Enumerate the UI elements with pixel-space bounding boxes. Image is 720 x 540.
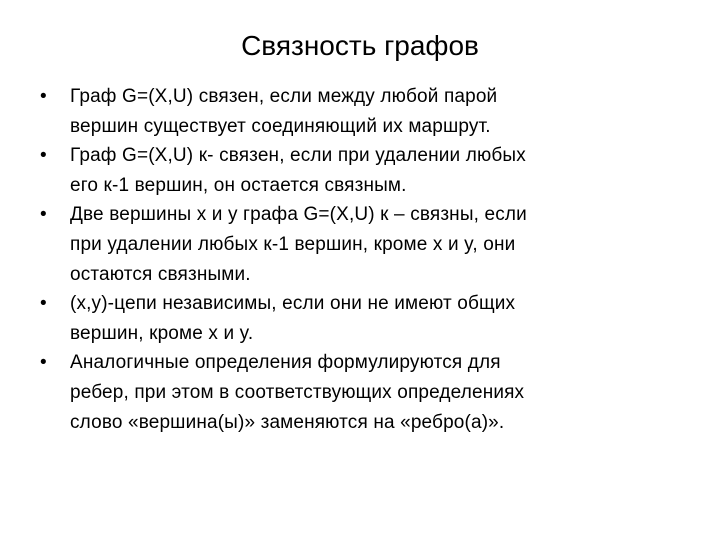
bullet-item	[36, 82, 676, 141]
bullet-text-line: остаются связными.	[70, 263, 251, 285]
bullet-text-line: Граф G=(X,U) к- связен, если при удалении любых	[70, 145, 526, 167]
bullet-item	[36, 289, 676, 348]
bullet-item	[36, 348, 676, 437]
bullet-text-line: (x,y)-цепи независимы, если они не имеют общих	[70, 293, 516, 315]
bullet-text-line: вершин существует соединяющий их маршрут.	[70, 115, 491, 137]
bullet-item	[36, 200, 676, 289]
bullet-text-line: вершин, кроме x и y.	[70, 322, 254, 344]
bullet-icon: •	[40, 145, 47, 167]
bullet-text-line: Две вершины x и y графа G=(X,U) к – связны, если	[70, 204, 527, 226]
bullet-text-line: Аналогичные определения формулируются для	[70, 352, 501, 374]
bullet-text-line: слово «вершина(ы)» заменяются на «ребро(а)».	[70, 411, 505, 433]
bullet-icon: •	[40, 86, 47, 107]
bullet-icon: •	[40, 204, 47, 226]
slide-title: Связность графов	[241, 30, 479, 61]
bullet-list	[36, 82, 676, 437]
bullet-text-line: Граф G=(X,U) связен, если между любой парой	[70, 86, 498, 107]
bullet-text-line: ребер, при этом в соответствующих определениях	[70, 381, 525, 403]
bullet-icon: •	[40, 352, 47, 374]
bullet-icon: •	[40, 293, 47, 315]
bullet-item	[36, 141, 676, 200]
bullet-text-line: его к-1 вершин, он остается связным.	[70, 174, 407, 196]
bullet-text-line: при удалении любых к-1 вершин, кроме x и y, они	[70, 233, 516, 255]
